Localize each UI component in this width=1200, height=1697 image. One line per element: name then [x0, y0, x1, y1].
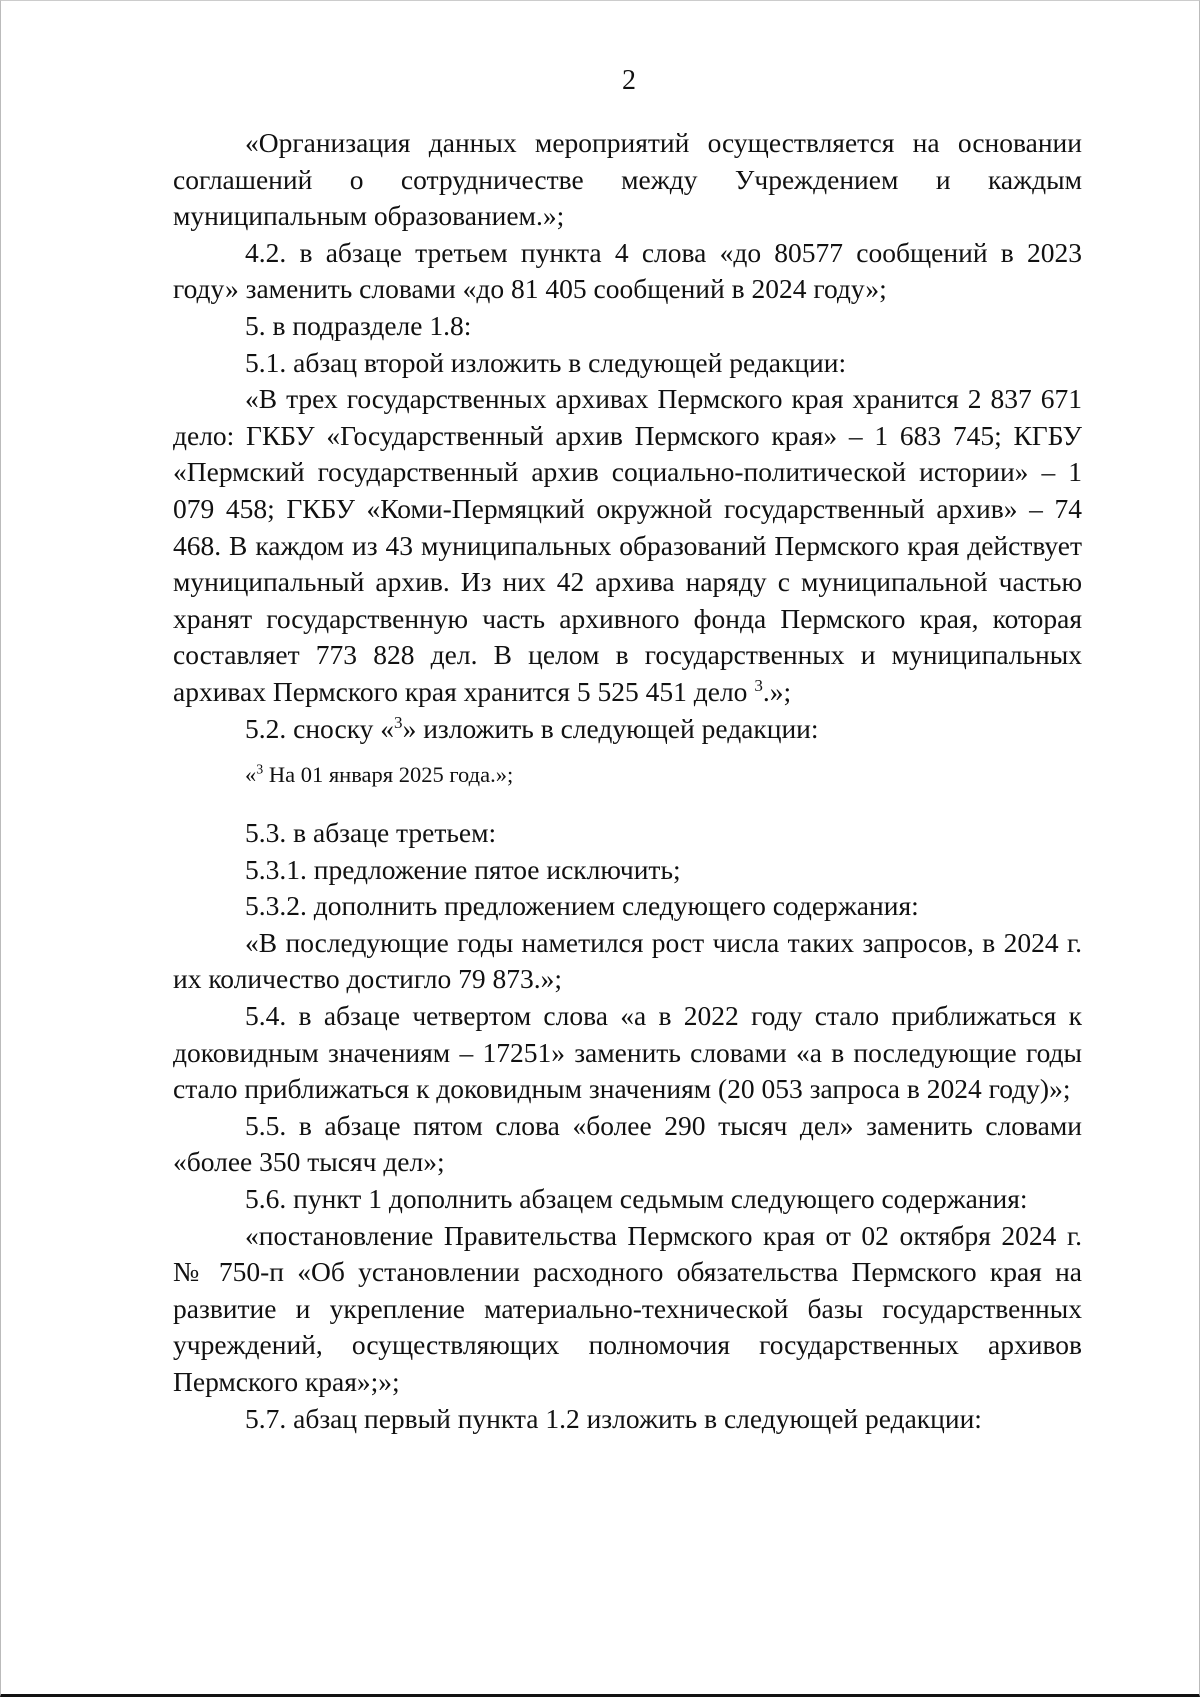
paragraph-5-3-2: 5.3.2. дополнить предложением следующего содержания:	[245, 890, 919, 922]
footnote-text	[173, 755, 1082, 795]
paragraph-agreement-basis: «Организация данных мероприятий осуществляется на основании соглашений о сотрудничестве между Учреждением и каждым муниципальным образованием.»;	[173, 127, 1082, 232]
paragraph-5-1: 5.1. абзац второй изложить в следующей редакции:	[245, 346, 847, 378]
archives-quote-text: «В трех государственных архивах Пермского края хранится 2 837 671 дело: ГКБУ «Государственный архив Пермского края» – 1 683 745; КГБУ «Пермский государственный архив социально-политической истории» – 1 079 458; ГКБУ «Коми-Пермяцкий окружной государственный архив» – 74 468. В каждом из 43 муниципальных образований Пермского края действует муниципальный архив. Из них 42 архива наряду с муниципальной частью хранят государственную часть архивного фонда Пермского края, которая составляет 773 828 дел. В целом в государственных и муниципальных архивах Пермского края хранится 5 525 451 дело	[173, 383, 1082, 707]
archives-quote-end: .»;	[762, 675, 792, 707]
footnote-number: 3	[256, 762, 264, 778]
paragraph-5-7: 5.7. абзац первый пункта 1.2 изложить в следующей редакции:	[245, 1402, 982, 1434]
paragraph-requests-quote: «В последующие годы наметился рост числа таких запросов, в 2024 г. их количество достигло 79 873.»;	[173, 926, 1082, 995]
footnote-content: На 01 января 2025 года.»;	[263, 762, 514, 788]
paragraph-5-3: 5.3. в абзаце третьем:	[245, 817, 497, 849]
paragraph-5-3-1: 5.3.1. предложение пятое исключить;	[245, 853, 681, 885]
paragraph-5-5: 5.5. в абзаце пятом слова «более 290 тысяч дел» заменить словами «более 350 тысяч дел»;	[173, 1109, 1082, 1178]
footnote-open-quote: «	[245, 762, 257, 788]
document-page	[1, 1, 1199, 1694]
paragraph-5-2-start: 5.2. сноску «	[245, 712, 395, 744]
paragraph-archives-quote	[173, 381, 1082, 710]
paragraph-5-4: 5.4. в абзаце четвертом слова «а в 2022 году стало приближаться к доковидным значениям – 17251» заменить словами «а в последующие годы стало приближаться к доковидным значениям (20 053 запроса в 2024 году)»;	[173, 1000, 1082, 1105]
paragraph-5: 5. в подразделе 1.8:	[245, 309, 472, 341]
paragraph-4-2: 4.2. в абзаце третьем пункта 4 слова «до 80577 сообщений в 2023 году» заменить словами «до 81 405 сообщений в 2024 году»;	[173, 236, 1082, 305]
footnote-mark-3: 3	[394, 712, 403, 732]
paragraph-5-2-end: » изложить в следующей редакции:	[402, 712, 819, 744]
paragraph-5-6: 5.6. пункт 1 дополнить абзацем седьмым следующего содержания:	[245, 1183, 1028, 1215]
paragraph-resolution-quote: «постановление Правительства Пермского края от 02 октября 2024 г. № 750-п «Об установлении расходного обязательства Пермского края на развитие и укрепление материально-технической базы государственных учреждений, осуществляющих полномочия государственных архивов Пермского края»;»;	[173, 1219, 1082, 1397]
document-body	[173, 125, 1082, 1437]
paragraph-5-2	[173, 711, 1082, 748]
page-number: 2	[622, 65, 636, 96]
footnote-ref-3: 3	[754, 675, 763, 695]
